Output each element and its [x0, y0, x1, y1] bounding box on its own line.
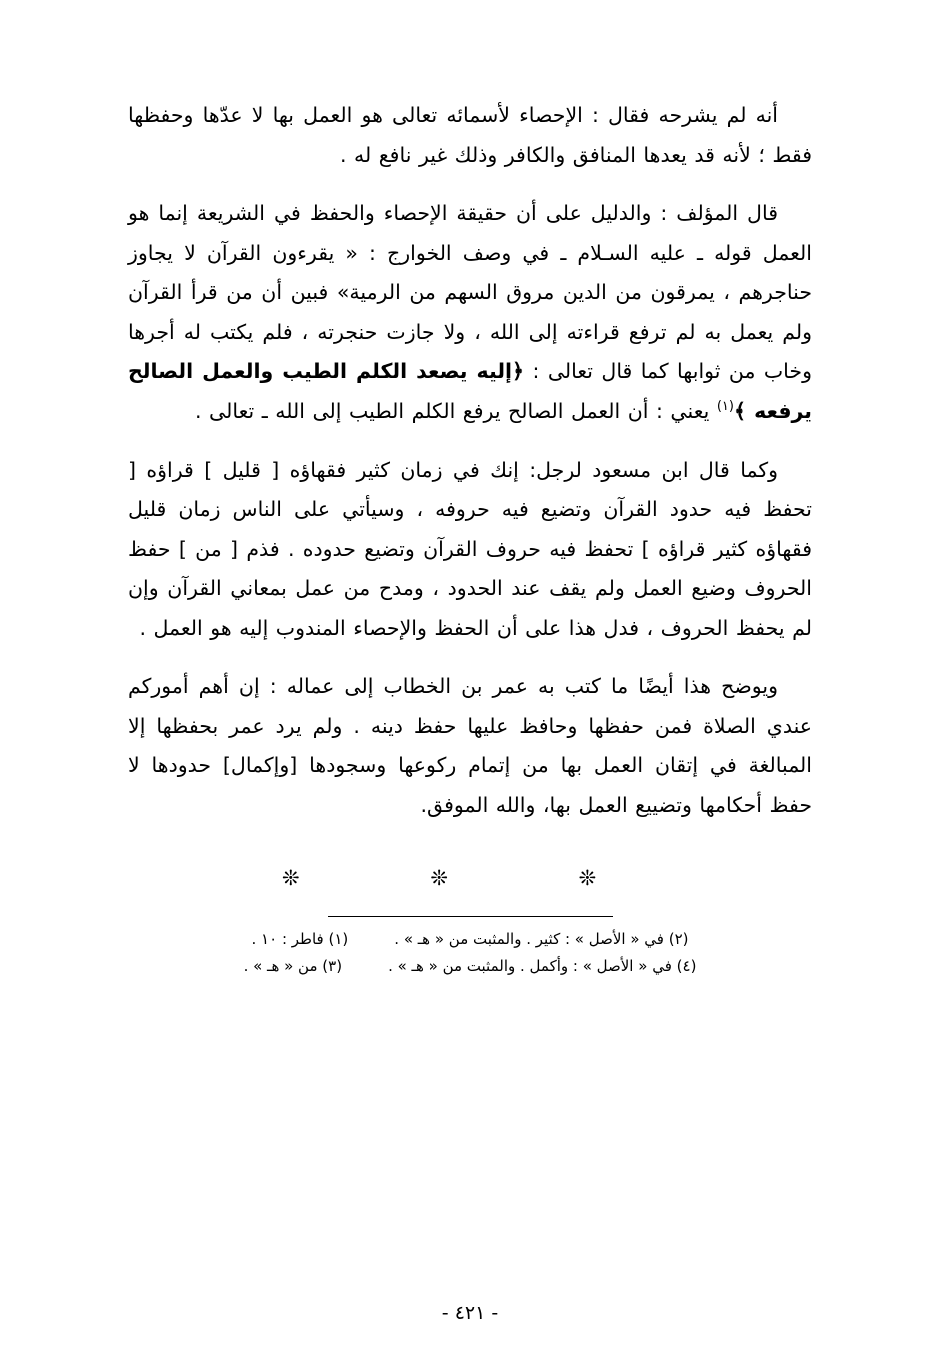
- section-ornament: ❊ ❊ ❊: [281, 865, 659, 890]
- footnote-marker-1: (١): [716, 399, 734, 415]
- footnote-row: [128, 926, 812, 954]
- footnote-id: (١): [328, 929, 349, 948]
- footnote-text: من « هـ » .: [243, 957, 318, 976]
- footnote-separator: [328, 916, 613, 917]
- footnote-item: [244, 953, 343, 981]
- page-body: [128, 96, 812, 826]
- paragraph-3: [128, 451, 812, 649]
- paragraph-3-text: وكما قال ابن مسعود لرجل: إنك في زمان كثير فقهاؤه [ قليل ]‍ قراؤه [ تحفظ فيه حدود القرآن وتضيع فيه حروفه ، وسيأتي على الناس زمان قليل فقهاؤه كثير قراؤه ] تحفظ فيه حروف القرآن وتضيع حدوده . فذم [ من ] حفظ الحروف وضيع العمل ولم يقف عند الحدود ، ومدح من عمل بمعاني القرآن وإن لم يحفظ الحروف ، فدل هذا على أن الحفظ والإحصاء المندوب إليه هو العمل .: [128, 457, 812, 640]
- quran-verse: ﴿إليه يصعد الكلم الطيب والعمل الصالح يرفعه ﴾: [128, 359, 812, 423]
- page-number: - ٤٢١ -: [441, 1302, 499, 1324]
- footnote-text: في « الأصل » : كثير . والمثبت من « هـ » .: [394, 929, 664, 948]
- footnote-item: [394, 926, 688, 954]
- paragraph-2: [128, 194, 812, 431]
- footnote-text: فاطر : ١٠ .: [251, 929, 324, 948]
- paragraph-1: أنه لم يشرحه فقال : الإحصاء لأسمائه تعالى هو العمل بها لا عدّها وحفظها فقط ؛ لأنه قد يعدها المنافق والكافر وذلك غير نافع له .: [128, 103, 812, 167]
- paragraph-2-tail: يعني : أن العمل الصالح يرفع الكلم الطيب إلى الله ـ تعالى .: [194, 398, 710, 423]
- footnote-item: [252, 926, 349, 954]
- footnote-id: (٣): [322, 957, 343, 976]
- footnote-item: [388, 953, 696, 981]
- footnote-text: في « الأصل » : وأكمل . والمثبت من « هـ » .: [388, 957, 672, 976]
- footnotes-block: [128, 926, 812, 982]
- footnote-row: [128, 953, 812, 981]
- footnote-id: (٢): [668, 929, 689, 948]
- footnote-id: (٤): [676, 957, 697, 976]
- paragraph-4: ويوضح هذا أيضًا ما كتب به عمر بن الخطاب إلى عماله : إن أهم أموركم عندي الصلاة فمن حفظها وحافظ عليها حفظ دينه . ولم يرد عمر بحفظها إلا المبالغة في إتقان العمل بها من إتمام ركوعها وسجودها [وإكمال] حدودها لا حفظ أحكامها وتضييع العمل بها، والله الموفق.: [128, 674, 812, 817]
- paragraph-2-text: قال المؤلف : والدليل على أن حقيقة الإحصاء والحفظ في الشريعة إنما هو العمل قوله ـ عليه السـلام ـ في وصف الخوارج : « يقرءون القرآن لا يجاوز حناجرهم ، يمرقون من الدين مروق السهم من الرمية» فبين أن من قرأ القرآن ولم يعمل به لم ترفع قراءته إلى الله ، ولا جازت حنجرته ، فلم يكتب له أجرها وخاب من ثوابها كما قال تعالى :: [128, 201, 812, 384]
